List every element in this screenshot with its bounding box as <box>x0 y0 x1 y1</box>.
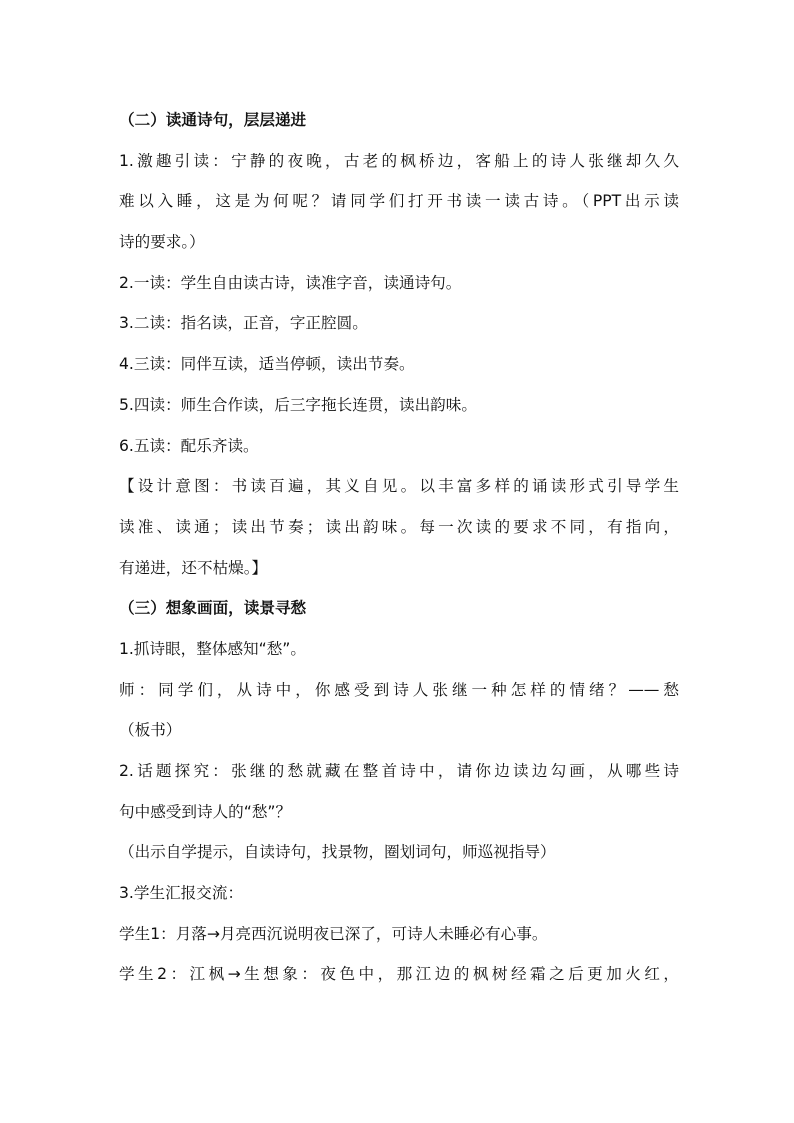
paragraph-line: 5.四读：师生合作读，后三字拖长连贯，读出韵味。 <box>119 395 477 414</box>
paragraph-line: （板书） <box>119 721 182 740</box>
design-intent-line: 有递进，还不枯燥。】 <box>119 558 268 577</box>
paragraph-line: 3.学生汇报交流： <box>119 884 244 903</box>
paragraph-line: 6.五读：配乐齐读。 <box>119 436 259 455</box>
paragraph-line: 句中感受到诗人的“愁”？ <box>119 802 292 821</box>
paragraph-line: 学生2：江枫→生想象：夜色中，那江边的枫树经霜之后更加火红， <box>119 965 679 984</box>
paragraph-line: 师：同学们，从诗中，你感受到诗人张继一种怎样的情绪？——愁 <box>119 680 679 699</box>
paragraph-line: 诗的要求。） <box>119 233 205 252</box>
section-heading: （三）想象画面，读景寻愁 <box>119 599 307 618</box>
paragraph-line: 3.二读：指名读，正音，字正腔圆。 <box>119 314 368 333</box>
paragraph-line: 4.三读：同伴互读，适当停顿，读出节奏。 <box>119 355 415 374</box>
section-heading: （二）读通诗句，层层递进 <box>119 111 307 129</box>
design-intent-line: 读准、读通；读出节奏；读出韵味。每一次读的要求不同，有指向， <box>119 517 679 536</box>
paragraph-line: 2.话题探究：张继的愁就藏在整首诗中，请你边读边勾画，从哪些诗 <box>119 762 679 780</box>
paragraph-line: 1.激趣引读：宁静的夜晚，古老的枫桥边，客船上的诗人张继却久久 <box>119 151 679 170</box>
design-intent-line: 【设计意图：书读百遍，其义自见。以丰富多样的诵读形式引导学生 <box>119 477 679 496</box>
paragraph-line: 1.抓诗眼，整体感知“愁”。 <box>119 639 306 658</box>
paragraph-line: 难以入睡，这是为何呢？请同学们打开书读一读古诗。（PPT出示读 <box>119 192 679 211</box>
paragraph-line: （出示自学提示，自读诗句，找景物，圈划词句，师巡视指导） <box>119 843 556 862</box>
paragraph-line: 学生1：月落→月亮西沉说明夜已深了，可诗人未睡必有心事。 <box>119 924 548 943</box>
document-body <box>119 100 679 995</box>
paragraph-line: 2.一读：学生自由读古诗，读准字音，读通诗句。 <box>119 273 462 292</box>
